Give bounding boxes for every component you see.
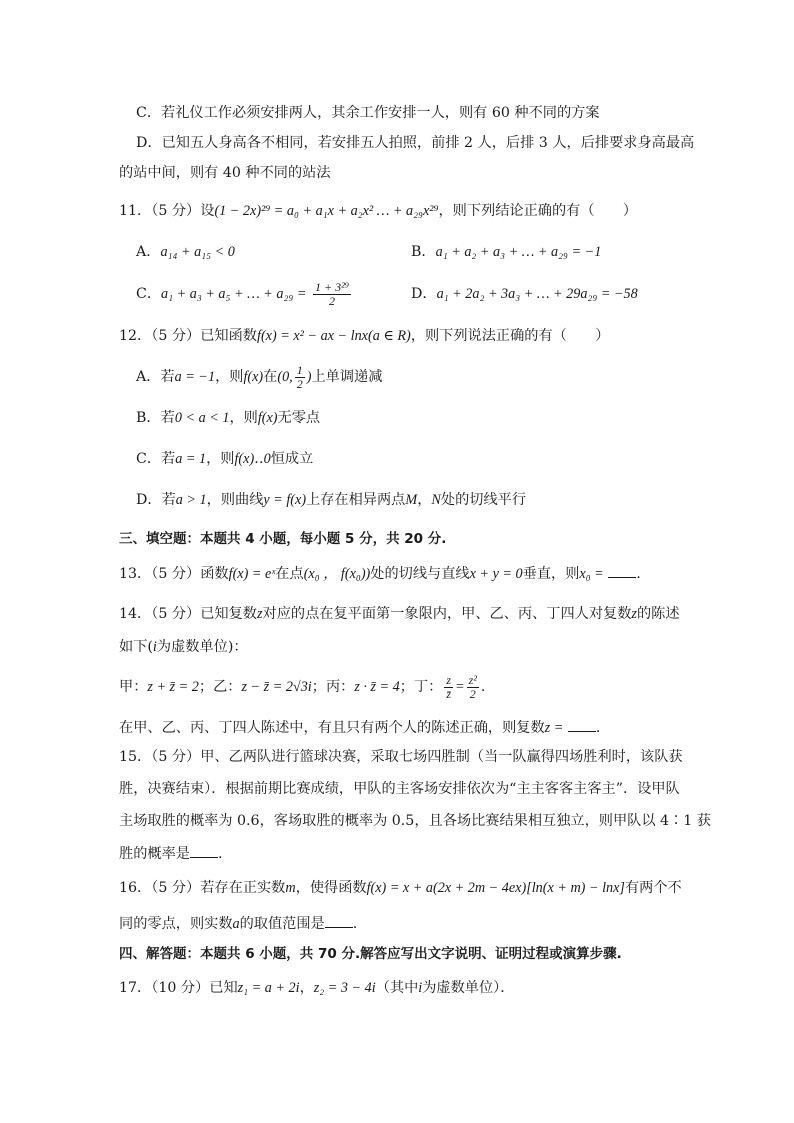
q15-line2 [119,779,680,799]
q15-line3 [119,811,711,831]
math: 0 < a < 1 [174,410,230,426]
text: 四、解答题：本题共 6 小题，共 70 分.解答应写出文字说明、证明过程或演算步骤. [119,946,622,962]
text: 处的切线与直线 [370,566,470,582]
q16-line1 [119,878,682,898]
math: z₂ = 3 − 4i [313,980,376,996]
answer-blank [190,843,218,858]
q10-option-d [136,133,694,153]
q17 [119,978,514,998]
text: . [636,566,641,582]
q11-stem [119,201,637,221]
math: (x₀ ， f(x₀)) [303,566,371,582]
q10-option-d-cont [119,163,331,183]
math: = [455,679,465,695]
text: 13．（5 分）函数 [119,566,229,582]
text: D．若 [136,492,176,508]
math: y = f(x) [263,492,307,508]
text: 处的切线平行 [440,492,527,508]
text: 同的零点，则实数 [119,916,233,932]
text: 对应的点在复平面第一象限内，甲、乙、丙、丁四人对复数 [262,606,632,622]
q11-option-a [136,242,235,262]
q14-line1 [119,604,680,624]
text: 在 [263,369,278,385]
text: 有两个不 [624,880,682,896]
text: B．若 [136,410,175,426]
text: C． [136,286,162,302]
text: 11．（5 分）设 [119,203,215,219]
q14-statements [119,672,485,702]
section-4-heading [119,944,622,964]
math: f(x) = x + a(2x + 2m − 4ex)[ln(x + m) − lnx] [366,880,625,896]
text: ；乙： [198,679,242,695]
denominator: 2 [469,686,476,701]
math: a > 1 [175,492,207,508]
q10-option-c [136,103,600,123]
q14-line2 [119,637,248,657]
text: A．若 [136,369,175,385]
math: z₁ = a + 2i [237,980,300,996]
math: f(x) = x² − ax − lnx(a ∈ R) [257,328,411,344]
text: ， [417,492,432,508]
math: a₁₄ + a₁₅ < 0 [160,244,235,260]
text: 如下( [119,639,153,655]
text: 上单调递减 [311,369,383,385]
math: z [631,606,637,622]
text: ；丙： [311,679,355,695]
q12-option-a [136,362,382,392]
answer-blank [608,563,636,578]
math: a₁ + a₂ + a₃ + … + a₂₉ = −1 [435,244,602,260]
text: 胜，决赛结束）．根据前期比赛成绩，甲队的主客场安排依次为“主主客客主客主”．设甲队 [119,781,680,797]
text: 17．（10 分）已知 [119,980,238,996]
text: 的取值范围是 [239,916,325,932]
text: 为虚数单位)： [156,639,248,655]
q14-question [119,717,600,738]
fraction [467,674,479,701]
q16-line2 [119,913,357,934]
text: 在点 [275,566,304,582]
math: z + z̄ = 2 [147,679,199,695]
text: 胜的概率是 [119,846,190,862]
numerator: z [446,672,452,687]
text: ，则曲线 [206,492,264,508]
q11-option-d [411,284,638,304]
math: z − z̄ = 2√3i [241,679,312,695]
text: 甲： [119,679,148,695]
math: i [418,980,423,996]
numerator: 1 [296,362,303,377]
text: 主场取胜的概率为 0.6，客场取胜的概率为 0.5，且各场比赛结果相互独立，则甲队以 4∶1 获 [119,813,711,829]
answer-blank [568,717,596,732]
math: f(x)‥0 [234,451,271,467]
math: f(x) [257,410,278,426]
fraction [313,281,351,308]
text: 垂直，则 [522,566,580,582]
numerator: z² [468,672,477,687]
q12-stem [119,326,609,346]
text: . [217,846,223,862]
math: f(x) [243,369,264,385]
denominator: 2 [296,376,303,391]
text: D． [411,286,437,302]
text: B． [411,244,436,260]
text: ， [299,980,314,996]
text: . [352,916,358,932]
text: . [480,679,486,695]
text: ；丁： [399,679,443,695]
text: ，则 [229,410,258,426]
text: 16．（5 分）若存在正实数 [119,880,286,896]
q15-line1 [119,747,683,767]
q11-option-c [136,279,353,309]
text: 14．（5 分）已知复数 [119,606,257,622]
text: （其中 [375,980,419,996]
math: i [152,639,157,655]
math: a [232,916,240,932]
text: C．若 [136,451,176,467]
text: 三、填空题：本题共 4 小题，每小题 5 分，共 20 分. [119,531,447,547]
text: 无零点 [277,410,321,426]
math: M [405,492,418,508]
q13 [119,563,641,584]
text: C．若礼仪工作必须安排两人，其余工作安排一人，则有 60 种不同的方案 [136,105,600,121]
math: m [285,880,296,896]
text: D．已知五人身高各不相同，若安排五人拍照，前排 2 人，后排 3 人，后排要求身高最高 [136,135,695,151]
math: x₀ = [579,566,604,582]
text: ，则 [215,369,244,385]
text: 为虚数单位）． [422,980,515,996]
text: 12．（5 分）已知函数 [119,328,257,344]
math: z [257,606,263,622]
math: ) [306,369,312,385]
math: a = 1 [175,451,207,467]
text: ，使得函数 [295,880,367,896]
text: . [595,720,601,736]
math: x + y = 0 [469,566,523,582]
q12-option-c [136,449,313,469]
numerator: 1 + 3²⁹ [315,279,349,294]
q12-option-b [136,408,320,428]
text: 15．（5 分）甲、乙两队进行篮球决赛，采取七场四胜制（当一队赢得四场胜利时，该队获 [119,749,683,765]
text: ，则下列说法正确的有（ ） [410,328,610,344]
fraction [295,364,305,391]
q12-option-d [136,490,526,510]
text: 的陈述 [636,606,680,622]
text: 上存在相异两点 [306,492,406,508]
q11-option-b [411,242,601,262]
answer-blank [325,913,353,928]
fraction [444,674,453,701]
math: (0, [277,369,293,385]
math: a = −1 [174,369,216,385]
text: 在甲、乙、丙、丁四人陈述中，有且只有两个人的陈述正确，则复数 [119,720,545,736]
math: a₁ + 2a₂ + 3a₃ + … + 29a₂₉ = −58 [436,286,638,302]
text: ，则下列结论正确的有（ ） [438,203,638,219]
denominator: z̄ [446,686,452,701]
math: z = [544,720,564,736]
math: (1 − 2x)²⁹ = a₀ + a₁x + a₂x² … + a₂₉x²⁹ [214,203,439,219]
section-3-heading [119,529,446,549]
math: a₁ + a₃ + a₅ + … + a₂₉ = [161,286,307,302]
math: z · z̄ = 4 [354,679,400,695]
text: 恒成立 [270,451,314,467]
denominator: 2 [328,293,335,308]
math: f(x) = eˣ [228,566,276,582]
text: A． [136,244,161,260]
text: ，则 [206,451,235,467]
math: N [431,492,441,508]
text: 的站中间，则有 40 种不同的站法 [119,165,331,181]
q15-line4 [119,843,222,864]
